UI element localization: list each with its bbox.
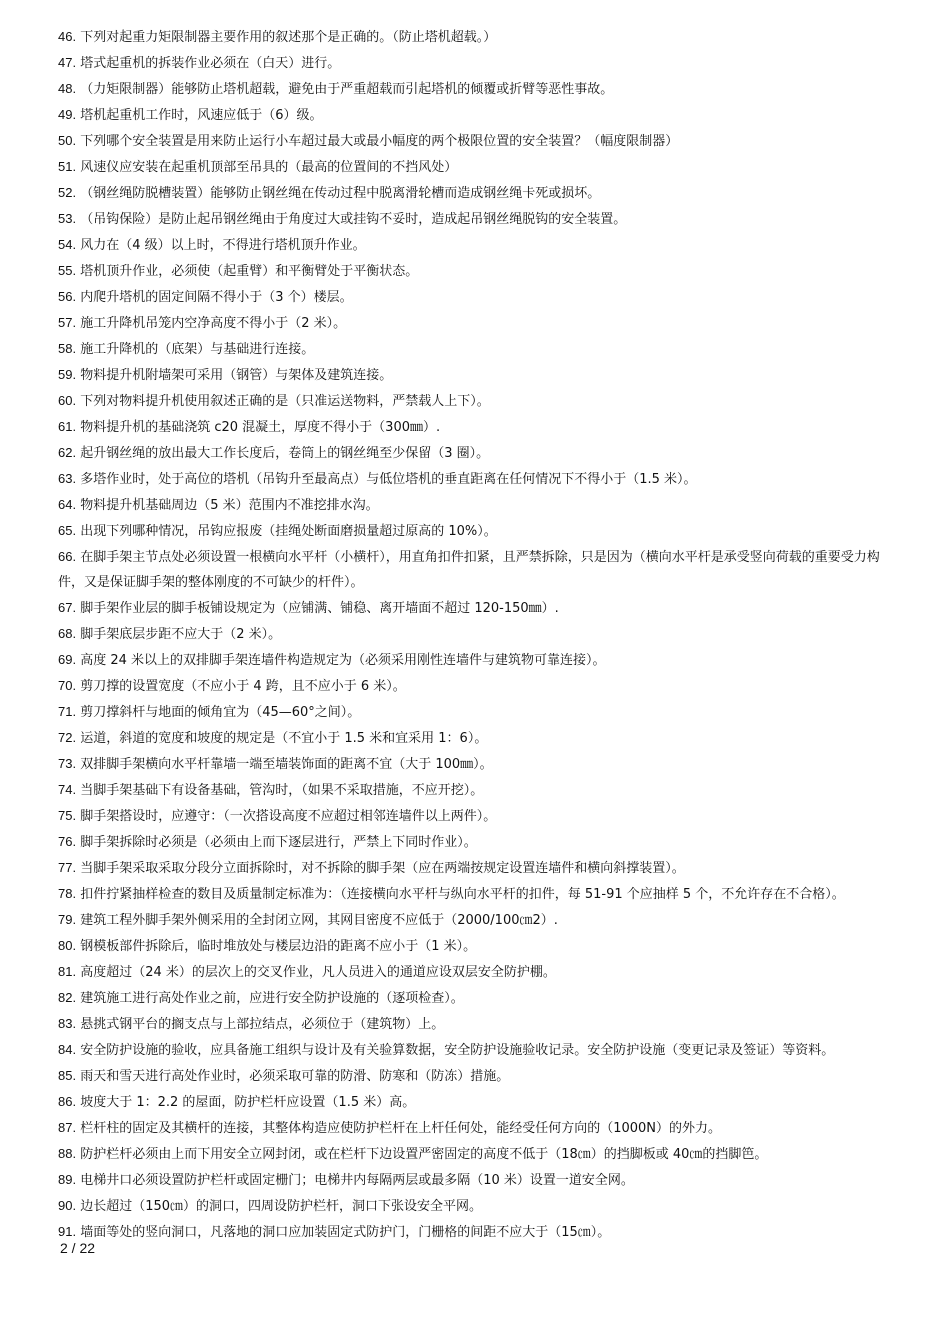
question-number: 91. (58, 1224, 77, 1239)
question-item (58, 1167, 888, 1193)
question-item (58, 1063, 888, 1089)
question-number: 51. (58, 159, 77, 174)
question-text: 施工升降机吊笼内空净高度不得小于（2 米）。 (80, 316, 347, 331)
question-text: 剪刀撑斜杆与地面的倾角宜为（45—60°之间）。 (80, 705, 361, 720)
question-item (58, 881, 888, 907)
question-text: 悬挑式钢平台的搁支点与上部拉结点，必须位于（建筑物）上。 (80, 1017, 445, 1032)
question-text: 当脚手架采取采取分段分立面拆除时，对不拆除的脚手架（应在两端按规定设置连墙件和横向斜撑装置）。 (80, 861, 685, 876)
question-text: 坡度大于 1：2.2 的屋面，防护栏杆应设置（1.5 米）高。 (80, 1095, 416, 1110)
page-number: 2 / 22 (60, 1240, 96, 1256)
question-number: 70. (58, 678, 77, 693)
question-text: 物料提升机附墙架可采用（钢管）与架体及建筑连接。 (80, 368, 393, 383)
question-text: 扣件拧紧抽样检查的数目及质量制定标准为：（连接横向水平杆与纵向水平杆的扣件，每 51-91 个应抽样 5 个，不允许存在不合格）。 (80, 887, 845, 902)
question-text: 边长超过（150㎝）的洞口，四周设防护栏杆，洞口下张设安全平网。 (80, 1199, 483, 1214)
question-item (58, 466, 888, 492)
question-text: 下列哪个安全装置是用来防止运行小车超过最大或最小幅度的两个极限位置的安全装置？（幅度限制器） (80, 134, 679, 149)
question-item (58, 959, 888, 985)
question-item (58, 725, 888, 751)
question-text: 防护栏杆必须由上而下用安全立网封闭，或在栏杆下边设置严密固定的高度不低于（18㎝）的挡脚板或 40㎝的挡脚笆。 (80, 1147, 768, 1162)
question-number: 76. (58, 834, 77, 849)
question-number: 49. (58, 107, 77, 122)
question-item (58, 206, 888, 232)
question-text: 电梯井口必须设置防护栏杆或固定栅门；电梯井内每隔两层或最多隔（10 米）设置一道安全网。 (80, 1173, 634, 1188)
question-number: 90. (58, 1198, 77, 1213)
question-number: 72. (58, 730, 77, 745)
question-number: 58. (58, 341, 77, 356)
question-item (58, 829, 888, 855)
question-number: 67. (58, 600, 77, 615)
question-text: 内爬升塔机的固定间隔不得小于（3 个）楼层。 (80, 290, 353, 305)
question-text: 物料提升机的基础浇筑 c20 混凝土，厚度不得小于（300㎜）. (80, 420, 441, 435)
question-item (58, 388, 888, 414)
question-text: 风力在（4 级）以上时，不得进行塔机顶升作业。 (80, 238, 366, 253)
question-text: 雨天和雪天进行高处作业时，必须采取可靠的防滑、防寒和（防冻）措施。 (80, 1069, 510, 1084)
question-item (58, 232, 888, 258)
question-number: 77. (58, 860, 77, 875)
question-text: 下列对物料提升机使用叙述正确的是（只准运送物料，严禁载人上下）。 (80, 394, 490, 409)
question-text: 钢模板部件拆除后，临时堆放处与楼层边沿的距离不应小于（1 米）。 (80, 939, 477, 954)
question-item (58, 154, 888, 180)
question-item (58, 673, 888, 699)
question-item (58, 621, 888, 647)
question-item (58, 76, 888, 102)
question-number: 57. (58, 315, 77, 330)
question-item (58, 1037, 888, 1063)
question-number: 75. (58, 808, 77, 823)
question-text: 多塔作业时，处于高位的塔机（吊钩升至最高点）与低位塔机的垂直距离在任何情况下不得小于（1.5 米）。 (80, 472, 697, 487)
question-item (58, 440, 888, 466)
question-item (58, 751, 888, 777)
question-item (58, 24, 888, 50)
question-item (58, 777, 888, 803)
question-number: 74. (58, 782, 77, 797)
question-text: （吊钩保险）是防止起吊钢丝绳由于角度过大或挂钩不妥时，造成起吊钢丝绳脱钩的安全装置。 (80, 212, 627, 227)
question-number: 48. (58, 81, 77, 96)
question-text: 剪刀撑的设置宽度（不应小于 4 跨，且不应小于 6 米）。 (80, 679, 406, 694)
question-number: 62. (58, 445, 77, 460)
question-text: 脚手架拆除时必须是（必须由上而下逐层进行，严禁上下同时作业）。 (80, 835, 477, 850)
document-body (58, 24, 888, 1245)
question-number: 59. (58, 367, 77, 382)
question-item (58, 855, 888, 881)
question-item (58, 647, 888, 673)
question-item (58, 414, 888, 440)
question-text: 双排脚手架横向水平杆靠墙一端至墙装饰面的距离不宜（大于 100㎜）。 (80, 757, 493, 772)
question-text: 在脚手架主节点处必须设置一根横向水平杆（小横杆），用直角扣件扣紧，且严禁拆除，只是因为（横向水平杆是承受竖向荷载的重要受力构件，又是保证脚手架的整体刚度的不可缺少的杆件）。 (58, 550, 880, 590)
question-number: 88. (58, 1146, 77, 1161)
question-item (58, 933, 888, 959)
question-number: 80. (58, 938, 77, 953)
question-number: 60. (58, 393, 77, 408)
question-number: 83. (58, 1016, 77, 1031)
question-number: 69. (58, 652, 77, 667)
question-text: 下列对起重力矩限制器主要作用的叙述那个是正确的。（防止塔机超载。） (80, 30, 497, 45)
question-text: 起升钢丝绳的放出最大工作长度后，卷筒上的钢丝绳至少保留（3 圈）。 (80, 446, 490, 461)
question-number: 61. (58, 419, 77, 434)
question-text: 脚手架作业层的脚手板铺设规定为（应铺满、铺稳、离开墙面不超过 120-150㎜）. (80, 601, 559, 616)
question-text: 施工升降机的（底架）与基础进行连接。 (80, 342, 315, 357)
question-number: 46. (58, 29, 77, 44)
question-text: 建筑施工进行高处作业之前，应进行安全防护设施的（逐项检查）。 (80, 991, 464, 1006)
question-number: 53. (58, 211, 77, 226)
question-number: 56. (58, 289, 77, 304)
question-text: 脚手架底层步距不应大于（2 米）。 (80, 627, 282, 642)
question-item (58, 803, 888, 829)
question-item (58, 985, 888, 1011)
question-number: 71. (58, 704, 77, 719)
question-text: 墙面等处的竖向洞口，凡落地的洞口应加装固定式防护门，门栅格的间距不应大于（15㎝）。 (80, 1225, 611, 1240)
question-item (58, 310, 888, 336)
question-text: 高度超过（24 米）的层次上的交叉作业，凡人员进入的通道应设双层安全防护棚。 (80, 965, 556, 980)
question-number: 66. (58, 549, 77, 564)
question-text: 运道，斜道的宽度和坡度的规定是（不宜小于 1.5 米和宜采用 1：6）。 (80, 731, 488, 746)
question-number: 84. (58, 1042, 77, 1057)
question-item (58, 1193, 888, 1219)
question-item (58, 258, 888, 284)
question-item (58, 128, 888, 154)
question-item (58, 362, 888, 388)
question-number: 89. (58, 1172, 77, 1187)
question-item (58, 284, 888, 310)
question-item (58, 518, 888, 544)
question-number: 85. (58, 1068, 77, 1083)
question-item (58, 595, 888, 621)
question-item (58, 492, 888, 518)
question-item (58, 907, 888, 933)
question-number: 54. (58, 237, 77, 252)
question-item (58, 544, 888, 595)
question-number: 81. (58, 964, 77, 979)
question-text: 栏杆柱的固定及其横杆的连接，其整体构造应使防护栏杆在上杆任何处，能经受任何方向的（1000N）的外力。 (80, 1121, 722, 1136)
question-number: 73. (58, 756, 77, 771)
question-text: 塔机起重机工作时，风速应低于（6）级。 (80, 108, 323, 123)
question-number: 78. (58, 886, 77, 901)
question-text: 塔式起重机的拆装作业必须在（白天）进行。 (80, 56, 341, 71)
question-text: （力矩限制器）能够防止塔机超载，避免由于严重超载而引起塔机的倾覆或折臂等恶性事故。 (80, 82, 614, 97)
question-number: 52. (58, 185, 77, 200)
question-item (58, 102, 888, 128)
question-text: 安全防护设施的验收，应具备施工组织与设计及有关验算数据，安全防护设施验收记录。安全防护设施（变更记录及签证）等资料。 (80, 1043, 835, 1058)
question-number: 55. (58, 263, 77, 278)
question-text: 脚手架搭设时，应遵守：（一次搭设高度不应超过相邻连墙件以上两件）。 (80, 809, 497, 824)
question-number: 50. (58, 133, 77, 148)
question-text: 当脚手架基础下有设备基础，管沟时，（如果不采取措施，不应开挖）。 (80, 783, 484, 798)
question-number: 63. (58, 471, 77, 486)
question-text: 建筑工程外脚手架外侧采用的全封闭立网，其网目密度不应低于（2000/100㎝2）. (80, 913, 558, 928)
question-number: 82. (58, 990, 77, 1005)
question-item (58, 1011, 888, 1037)
question-text: 出现下列哪种情况，吊钩应报废（挂绳处断面磨损量超过原高的 10%）。 (80, 524, 497, 539)
question-text: 高度 24 米以上的双排脚手架连墙件构造规定为（必须采用刚性连墙件与建筑物可靠连接）。 (80, 653, 606, 668)
question-number: 79. (58, 912, 77, 927)
question-text: 风速仪应安装在起重机顶部至吊具的（最高的位置间的不挡风处） (80, 160, 458, 175)
question-item (58, 50, 888, 76)
question-item (58, 180, 888, 206)
question-number: 86. (58, 1094, 77, 1109)
question-text: 塔机顶升作业，必须使（起重臂）和平衡臂处于平衡状态。 (80, 264, 419, 279)
question-item (58, 1141, 888, 1167)
question-text: （钢丝绳防脱槽装置）能够防止钢丝绳在传动过程中脱离滑轮槽而造成钢丝绳卡死或损坏。 (80, 186, 601, 201)
question-item (58, 1089, 888, 1115)
question-item (58, 699, 888, 725)
question-text: 物料提升机基础周边（5 米）范围内不准挖排水沟。 (80, 498, 379, 513)
question-number: 64. (58, 497, 77, 512)
question-number: 87. (58, 1120, 77, 1135)
question-item (58, 336, 888, 362)
question-item (58, 1115, 888, 1141)
question-number: 47. (58, 55, 77, 70)
question-number: 68. (58, 626, 77, 641)
question-number: 65. (58, 523, 77, 538)
question-item (58, 1219, 888, 1245)
